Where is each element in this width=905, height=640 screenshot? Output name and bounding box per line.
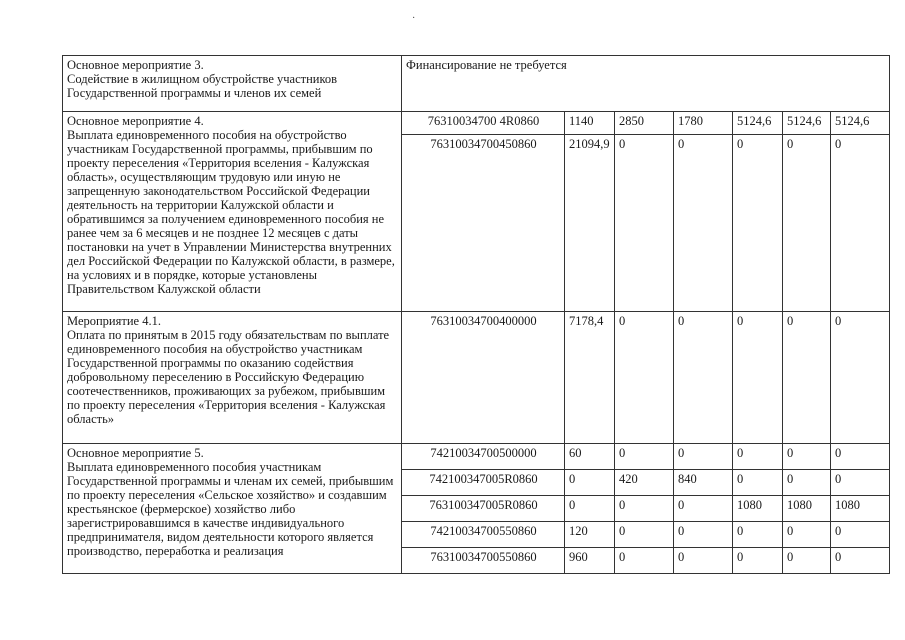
- amount-cell: 0: [733, 444, 783, 470]
- amount-cell: 5124,6: [733, 112, 783, 135]
- activity-cell: [63, 112, 402, 312]
- amount-cell: 0: [831, 444, 890, 470]
- table-row: [63, 444, 890, 470]
- amount-cell: 1080: [783, 496, 831, 522]
- amount-cell: 0: [831, 522, 890, 548]
- budget-code: 76310034700400000: [402, 312, 565, 444]
- budget-code: 742100347005R0860: [402, 470, 565, 496]
- amount-cell: 0: [733, 135, 783, 312]
- table-row: [63, 312, 890, 444]
- activity-cell: [63, 444, 402, 574]
- activity-title: Основное мероприятие 3.: [67, 58, 204, 72]
- activity-title: Основное мероприятие 5.: [67, 446, 204, 460]
- amount-cell: 0: [674, 444, 733, 470]
- amount-cell: 0: [615, 496, 674, 522]
- budget-code: 74210034700500000: [402, 444, 565, 470]
- table-row: [63, 112, 890, 135]
- amount-cell: 840: [674, 470, 733, 496]
- budget-code: 74210034700550860: [402, 522, 565, 548]
- amount-cell: 0: [783, 548, 831, 574]
- activity-title: Основное мероприятие 4.: [67, 114, 204, 128]
- budget-code: 76310034700450860: [402, 135, 565, 312]
- amount-cell: 0: [565, 496, 615, 522]
- amount-cell: 0: [615, 548, 674, 574]
- amount-cell: 2850: [615, 112, 674, 135]
- amount-cell: 0: [783, 312, 831, 444]
- amount-cell: 0: [615, 444, 674, 470]
- amount-cell: 0: [615, 312, 674, 444]
- activity-description: Выплата единовременного пособия участникам Государственной программы и членам их семей, прибывшим по проекту переселения «Сельское хозяйство» и создавшим крестьянское (фермерское) хозяйство либо зарегистрировавшимся в качестве индивидуального предпринимателя, видом деятельности которого является производство, переработка и реализация: [67, 460, 394, 558]
- activity-description: Оплата по принятым в 2015 году обязательствам по выплате единовременного пособия на обустройство участникам Государственной программы по оказанию содействия добровольному переселению в Российскую Федерацию соотечественников, проживающих за рубежом, прибывшим по проекту переселения «Территория вселения - Калужская область»: [67, 328, 390, 426]
- table-row: [63, 56, 890, 112]
- amount-cell: 0: [615, 135, 674, 312]
- amount-cell: 0: [615, 522, 674, 548]
- amount-cell: 0: [783, 135, 831, 312]
- budget-code: 76310034700 4R0860: [402, 112, 565, 135]
- amount-cell: 0: [831, 312, 890, 444]
- amount-cell: 0: [565, 470, 615, 496]
- program-activities-table: [62, 55, 890, 574]
- amount-cell: 60: [565, 444, 615, 470]
- amount-cell: 0: [674, 548, 733, 574]
- amount-cell: 1080: [831, 496, 890, 522]
- amount-cell: 0: [831, 135, 890, 312]
- amount-cell: 420: [615, 470, 674, 496]
- amount-cell: 0: [831, 548, 890, 574]
- amount-cell: 0: [733, 312, 783, 444]
- amount-cell: 0: [733, 522, 783, 548]
- amount-cell: 0: [674, 135, 733, 312]
- amount-cell: 5124,6: [783, 112, 831, 135]
- amount-cell: 120: [565, 522, 615, 548]
- amount-cell: 0: [783, 522, 831, 548]
- amount-cell: 960: [565, 548, 615, 574]
- activity-title: Мероприятие 4.1.: [67, 314, 161, 328]
- amount-cell: 1080: [733, 496, 783, 522]
- amount-cell: 7178,4: [565, 312, 615, 444]
- activity-cell: [63, 56, 402, 112]
- amount-cell: 0: [674, 312, 733, 444]
- budget-code: 76310034700550860: [402, 548, 565, 574]
- amount-cell: 0: [674, 496, 733, 522]
- amount-cell: 0: [733, 470, 783, 496]
- amount-cell: 5124,6: [831, 112, 890, 135]
- amount-cell: 21094,9: [565, 135, 615, 312]
- activity-description: Содействие в жилищном обустройстве участников Государственной программы и членов их семей: [67, 72, 338, 100]
- page-mark: ·: [412, 13, 416, 24]
- amount-cell: 0: [783, 470, 831, 496]
- amount-cell: 0: [783, 444, 831, 470]
- amount-cell: 0: [733, 548, 783, 574]
- amount-cell: 0: [674, 522, 733, 548]
- amount-cell: 0: [831, 470, 890, 496]
- amount-cell: 1140: [565, 112, 615, 135]
- activity-description: Выплата единовременного пособия на обустройство участникам Государственной программы, прибывшим по проекту переселения «Территория вселения - Калужская область», осуществляющим трудовую или иную не запрещенную законодательством Российской Федерации деятельность на территории Калужской области и обратившимся за получением единовременного пособия не ранее чем за 6 месяцев и не позднее 12 месяцев с даты постановки на учет в Управлении Министерства внутренних дел Российской Федерации по Калужской области, в размере, на условиях и в порядке, которые установлены Правительством Калужской области: [67, 128, 395, 296]
- financing-note: Финансирование не требуется: [402, 56, 890, 112]
- activity-cell: [63, 312, 402, 444]
- budget-code: 763100347005R0860: [402, 496, 565, 522]
- amount-cell: 1780: [674, 112, 733, 135]
